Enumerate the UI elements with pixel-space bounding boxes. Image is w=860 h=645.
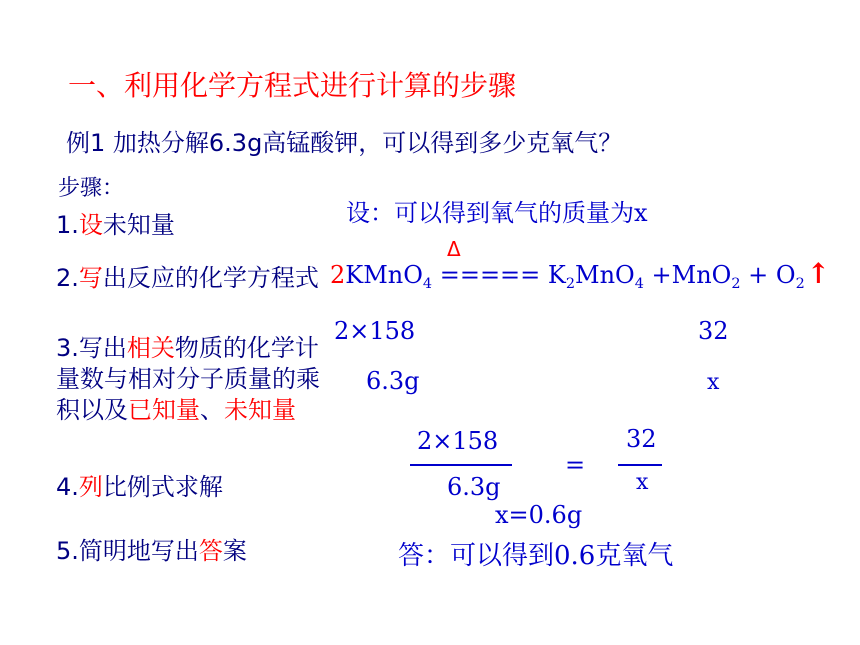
equation-kmno4: KMnO [345,261,423,289]
step-4-text: 比例式求解 [102,473,223,501]
page-title: 一、利用化学方程式进行计算的步骤 [68,69,517,102]
gas-up-arrow: ↑ [806,257,831,290]
step-1-number: 1. [56,211,79,239]
equation-o2-subscript: 2 [795,276,805,293]
step-3 [56,333,322,426]
equation-mno2: +MnO [651,261,732,289]
step-1-highlight: 设 [78,211,103,239]
step-3-prefix: 3.写出 [56,334,127,362]
fraction-left-numerator: 2×158 [417,427,499,455]
fraction-right-denominator: x [636,470,649,495]
step-5 [56,538,247,566]
step-3-text: 物质的化学计量数与相对分子质量的乘积以及 [56,334,320,424]
step-1-text: 未知量 [102,211,175,239]
step-5-highlight: 答 [198,537,223,565]
solution-set-statement: 设：可以得到氧气的质量为x [346,199,648,227]
step-4 [56,474,223,502]
equation-k2: K [547,261,566,289]
step-1 [56,212,175,240]
step-2-highlight: 写 [78,264,103,292]
equation-plus: + [748,261,769,289]
step-5-text: 案 [222,537,247,565]
known-left: 6.3g [366,367,420,395]
mass-left: 2×158 [334,317,416,345]
step-3-highlight-related: 相关 [126,334,175,362]
fraction-left-bar [410,464,512,466]
example-question: 例1 加热分解6.3g高锰酸钾，可以得到多少克氧气？ [66,129,623,157]
equation-mno4: MnO [575,261,635,289]
step-4-highlight: 列 [78,473,103,501]
equation-mno2-subscript: 2 [731,276,741,293]
steps-label: 步骤： [58,176,125,201]
answer-statement: 答：可以得到0.6克氧气 [398,541,674,571]
equation-reaction-sign: ===== [439,261,541,289]
mass-right: 32 [698,317,729,345]
fraction-right-numerator: 32 [626,425,657,453]
step-2 [56,262,322,294]
step-4-number: 4. [56,473,79,501]
equation-o2: O [775,261,796,289]
proportion-equals: = [565,451,586,479]
step-2-number: 2. [56,264,79,292]
fraction-right-bar [618,464,662,466]
step-2-text: 出反应的化学方程式 [102,264,319,292]
result-value: x=0.6g [495,501,583,529]
heat-symbol: Δ [447,237,461,261]
step-3-highlight-known: 已知量 [128,396,200,424]
step-3-highlight-unknown: 未知量 [224,396,296,424]
equation-mno4-subscript: 4 [634,276,644,293]
step-3-separator: 、 [200,396,224,424]
fraction-left-denominator: 6.3g [447,473,501,501]
equation-coefficient: 2 [330,261,346,289]
chemical-equation [330,258,830,293]
equation-kmno4-subscript: 4 [422,276,433,293]
unknown-right: x [707,370,720,395]
step-5-prefix: 5.简明地写出 [56,537,199,565]
equation-k2-subscript: 2 [565,276,575,293]
